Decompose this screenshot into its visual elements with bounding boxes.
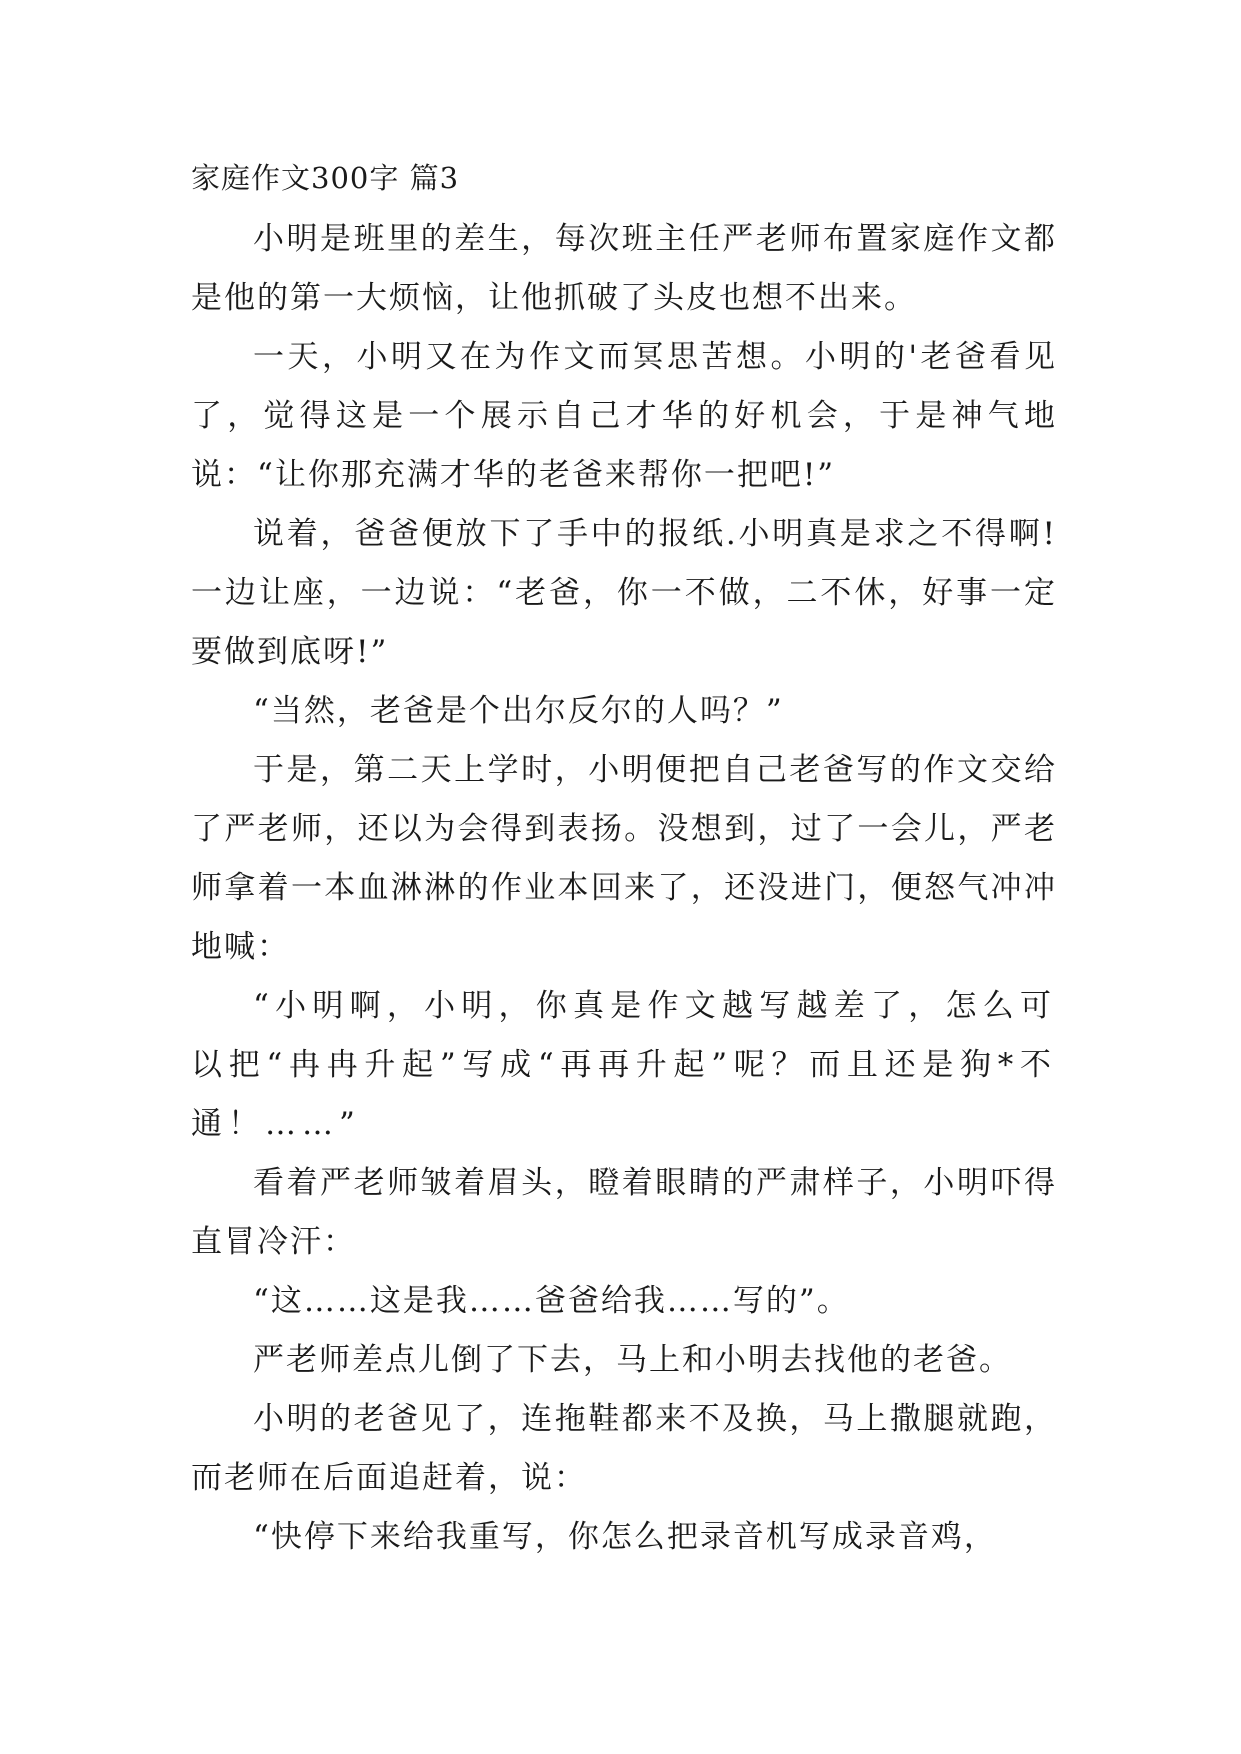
paragraph: “快停下来给我重写，你怎么把录音机写成录音鸡， [253, 1519, 997, 1555]
paragraph: “小明啊，小明，你真是作文越写越差了，怎么可以把“冉冉升起”写成“再再升起”呢？而且还是狗*不通！……” [191, 988, 1057, 1142]
paragraph: 小明是班里的差生，每次班主任严老师布置家庭作文都是他的第一大烦恼，让他抓破了头皮也想不出来。 [191, 221, 1057, 316]
document-title: 家庭作文300字 篇3 [191, 161, 460, 195]
document-body [191, 146, 1057, 1567]
paragraph: 小明的老爸见了，连拖鞋都来不及换，马上撒腿就跑，而老师在后面追赶着，说： [191, 1401, 1057, 1496]
paragraph: “当然，老爸是个出尔反尔的人吗？” [253, 693, 784, 729]
paragraph: 一天，小明又在为作文而冥思苦想。小明的'老爸看见了，觉得这是一个展示自己才华的好机会，于是神气地说：“让你那充满才华的老爸来帮你一把吧!” [191, 339, 1057, 493]
paragraph: 说着，爸爸便放下了手中的报纸.小明真是求之不得啊!一边让座，一边说：“老爸，你一不做，二不休，好事一定要做到底呀!” [191, 516, 1057, 670]
paragraph: “这……这是我……爸爸给我……写的”。 [253, 1283, 850, 1319]
paragraph: 于是，第二天上学时，小明便把自己老爸写的作文交给了严老师，还以为会得到表扬。没想到，过了一会儿，严老师拿着一本血淋淋的作业本回来了，还没进门，便怒气冲冲地喊： [191, 752, 1057, 965]
paragraph: 看着严老师皱着眉头，瞪着眼睛的严肃样子，小明吓得直冒冷汗： [191, 1165, 1057, 1260]
paragraph: 严老师差点儿倒了下去，马上和小明去找他的老爸。 [253, 1342, 1012, 1378]
